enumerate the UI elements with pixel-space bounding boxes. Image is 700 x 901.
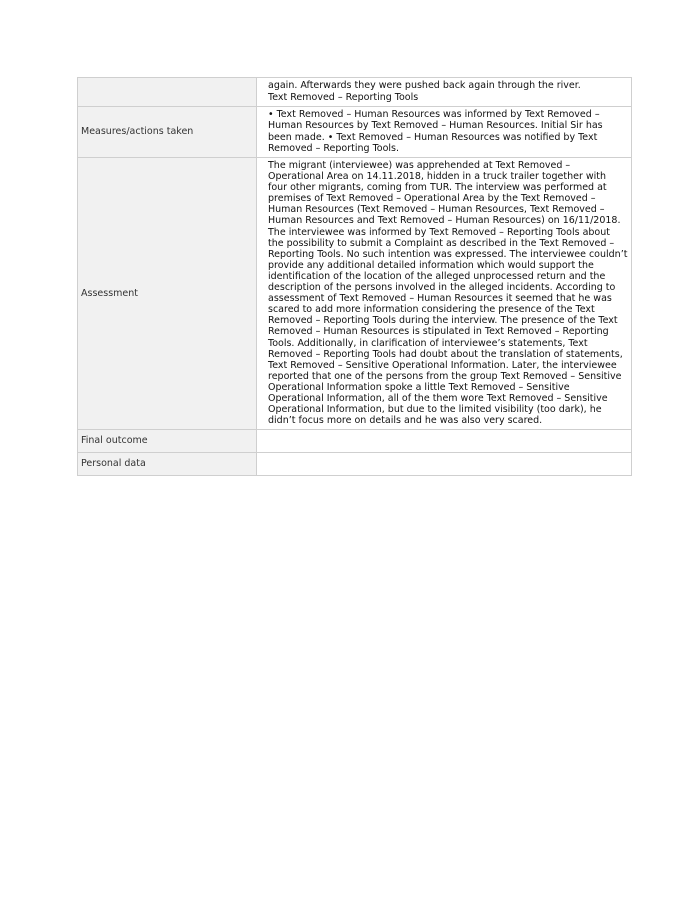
- continuation-value: [257, 78, 632, 107]
- measures-label: Measures/actions taken: [78, 107, 257, 158]
- personal-data-label: Personal data: [78, 453, 257, 476]
- continuation-line-2: Text Removed – Reporting Tools: [268, 91, 419, 103]
- table-row-personal-data: [78, 453, 632, 476]
- assessment-value: The migrant (interviewee) was apprehended at Text Removed – Operational Area on 14.11.2018, hidden in a truck trailer together with four other migrants, coming from TUR. The interview was performed at premises of Text Removed – Operational Area by the Text Removed – Human Resources (Text Removed – Human Resources, Text Removed – Human Resources and Text Removed – Human Resources) on 16/11/2018. The interviewee was informed by Text Removed – Reporting Tools about the possibility to submit a Complaint as described in the Text Removed – Reporting Tools. No such intention was expressed. The interviewee couldn’t provide any additional detailed information which would support the identification of the location of the alleged unprocessed return and the description of the persons involved in the alleged incidents. According to assessment of Text Removed – Human Resources it seemed that he was scared to add more information considering the presence of the Text Removed – Reporting Tools during the interview. The presence of the Text Removed – Human Resources is stipulated in Text Removed – Reporting Tools. Additionally, in clarification of interviewee’s statements, Text Removed – Reporting Tools had doubt about the translation of statements, Text Removed – Sensitive Operational Information. Later, the interviewee reported that one of the persons from the group Text Removed – Sensitive Operational Information spoke a little Text Removed – Sensitive Operational Information, all of the them wore Text Removed – Sensitive Operational Information, but due to the limited visibility (too dark), he didn’t focus more on details and he was also very scared.: [257, 158, 632, 430]
- table-row-final-outcome: [78, 430, 632, 453]
- table-row-continuation: [78, 78, 632, 107]
- report-table: [77, 77, 632, 476]
- continuation-line-1: again. Afterwards they were pushed back again through the river.: [268, 80, 581, 92]
- final-outcome-label: Final outcome: [78, 430, 257, 453]
- measures-value: • Text Removed – Human Resources was informed by Text Removed – Human Resources by Text Removed – Human Resources. Initial Sir has been made. • Text Removed – Human Resources was notified by Text Removed – Reporting Tools.: [257, 107, 632, 158]
- personal-data-value: [257, 453, 632, 476]
- final-outcome-value: [257, 430, 632, 453]
- table-row-assessment: [78, 158, 632, 430]
- assessment-label: Assessment: [78, 158, 257, 430]
- continuation-label: [78, 78, 257, 107]
- table-row-measures: [78, 107, 632, 158]
